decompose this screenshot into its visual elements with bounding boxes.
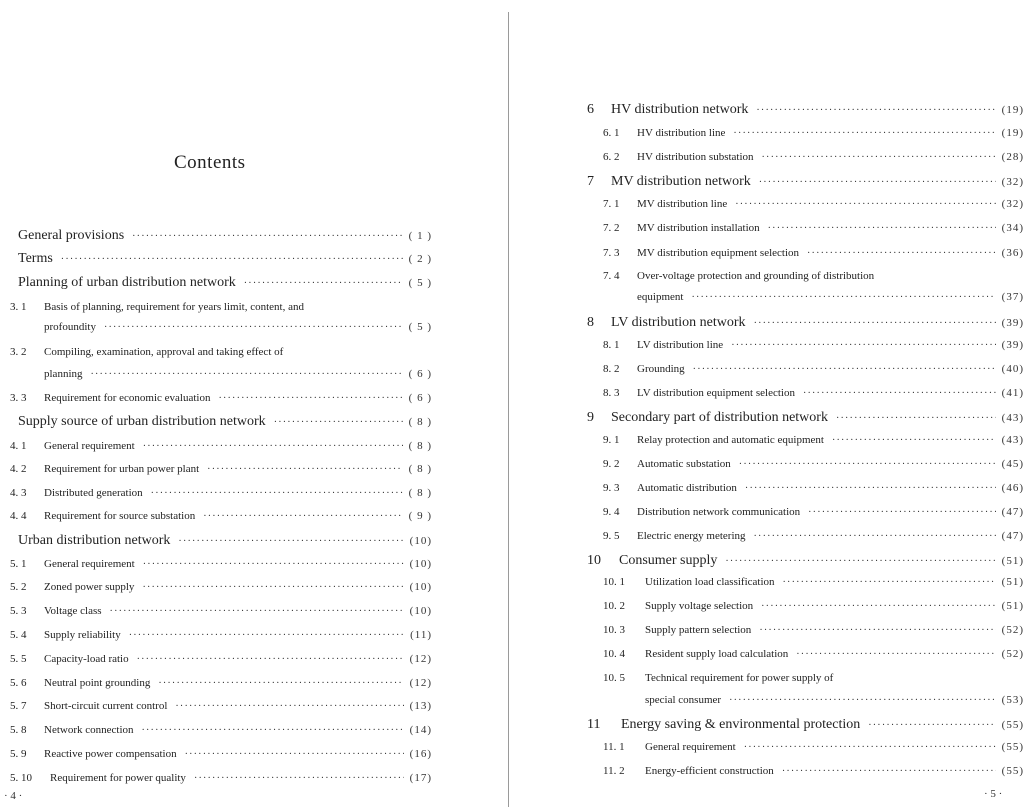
- toc-entry-page: (14): [409, 724, 432, 736]
- toc-entry-page: ( 6 ): [408, 368, 432, 380]
- toc-entry-mv-distribution-network: [587, 174, 1024, 190]
- toc-entry-supply-voltage-selection: [603, 600, 1024, 612]
- toc-entry-page: ( 8 ): [408, 487, 432, 499]
- toc-entry-urban-distribution-network: [18, 533, 432, 549]
- toc-entry-number: 5. 9: [10, 748, 27, 760]
- toc-entry-title: MV distribution network: [611, 174, 751, 189]
- toc-entry-title: Compiling, examination, approval and taking effect of: [44, 346, 284, 358]
- toc-entry-number: 5. 2: [10, 581, 27, 593]
- toc-entry-page: (53): [1001, 694, 1024, 706]
- dot-leader: [731, 340, 995, 351]
- toc-entry-mv-distribution-installation: [603, 222, 1024, 234]
- toc-entry-reactive-power-compensation: [10, 748, 432, 760]
- toc-entry-page: ( 2 ): [408, 253, 432, 265]
- toc-entry-page: (51): [1001, 600, 1024, 612]
- toc-entry-title: Supply reliability: [44, 629, 121, 641]
- toc-entry-number: 7. 2: [603, 222, 620, 234]
- dot-leader: [203, 511, 402, 522]
- toc-entry-page: (12): [409, 677, 432, 689]
- dot-leader: [91, 369, 403, 380]
- toc-entry-title: Energy-efficient construction: [645, 765, 774, 777]
- toc-entry-distribution-network-communication: [603, 506, 1024, 518]
- toc-entry-mv-distribution-line: [603, 198, 1024, 210]
- toc-entry-page: (52): [1001, 648, 1024, 660]
- toc-entry-page: (34): [1001, 222, 1024, 234]
- dot-leader: [796, 649, 995, 660]
- toc-entry-number: 7. 1: [603, 198, 620, 210]
- toc-entry-relay-protection-and-automatic-equipment: [603, 434, 1024, 446]
- toc-entry-title: MV distribution installation: [637, 222, 760, 234]
- toc-entry-page: ( 8 ): [408, 463, 432, 475]
- toc-entry-number: 4. 2: [10, 463, 27, 475]
- toc-entry-title: Planning of urban distribution network: [18, 275, 236, 290]
- toc-entry-page: (47): [1001, 506, 1024, 518]
- toc-entry-over-voltage-protection-and-grounding-of-distribution: [603, 270, 882, 282]
- dot-leader: [158, 678, 403, 689]
- toc-entry-page: (32): [1001, 176, 1024, 188]
- toc-entry-number: 3. 2: [10, 346, 27, 358]
- toc-entry-supply-pattern-selection: [603, 624, 1024, 636]
- toc-entry-page: (19): [1001, 104, 1024, 116]
- page-number-left: · 4 ·: [4, 790, 23, 802]
- dot-leader: [832, 435, 996, 446]
- toc-entry-number: 5. 7: [10, 700, 27, 712]
- toc-entry-page: (46): [1001, 482, 1024, 494]
- toc-entry-title: HV distribution line: [637, 127, 726, 139]
- dot-leader: [110, 606, 404, 617]
- toc-entry-title: Technical requirement for power supply of: [645, 672, 834, 684]
- dot-leader: [729, 695, 996, 706]
- toc-entry-number: 8. 1: [603, 339, 620, 351]
- toc-entry-general-provisions: [18, 228, 432, 244]
- toc-entry-page: (51): [1001, 576, 1024, 588]
- toc-entry-page: (51): [1001, 555, 1024, 567]
- dot-leader: [783, 577, 996, 588]
- toc-entry-number: 6: [587, 102, 594, 117]
- toc-entry-number: 10: [587, 553, 601, 568]
- toc-entry-page: ( 5 ): [408, 321, 432, 333]
- toc-entry-title: HV distribution substation: [637, 151, 754, 163]
- toc-entry-resident-supply-load-calculation: [603, 648, 1024, 660]
- toc-entry-energy-efficient-construction: [603, 765, 1024, 777]
- dot-leader: [178, 536, 403, 547]
- toc-entry-requirement-for-economic-evaluation: [10, 392, 432, 404]
- toc-entry-page: ( 8 ): [408, 416, 432, 428]
- toc-entry-number: 5. 6: [10, 677, 27, 689]
- dot-leader: [761, 601, 996, 612]
- toc-entry-title: Automatic distribution: [637, 482, 737, 494]
- toc-entry-requirement-for-power-quality: [10, 772, 432, 784]
- dot-leader: [782, 766, 996, 777]
- toc-entry-page: (55): [1001, 719, 1024, 731]
- toc-entry-general-requirement: [603, 741, 1024, 753]
- toc-entry-title: LV distribution line: [637, 339, 724, 351]
- dot-leader: [129, 630, 404, 641]
- toc-entry-title: planning: [44, 368, 83, 380]
- toc-entry-number: 4. 4: [10, 510, 27, 522]
- toc-entry-consumer-supply: [587, 553, 1024, 569]
- toc-entry-number: 9. 1: [603, 434, 620, 446]
- toc-entry-title: Requirement for power quality: [50, 772, 186, 784]
- toc-entry-number: 11. 1: [603, 741, 625, 753]
- toc-entry-automatic-substation: [603, 458, 1024, 470]
- toc-entry-page: (10): [409, 581, 432, 593]
- toc-entry-title: Capacity-load ratio: [44, 653, 129, 665]
- toc-entry-technical-requirement-for-power-supply-of: [603, 672, 841, 684]
- toc-entry-title: Supply source of urban distribution network: [18, 414, 266, 429]
- toc-entry-page: (55): [1001, 765, 1024, 777]
- toc-entry-title: Neutral point grounding: [44, 677, 151, 689]
- toc-entry-title: Grounding: [637, 363, 685, 375]
- toc-entry-title: Relay protection and automatic equipment: [637, 434, 824, 446]
- toc-entry-number: 5. 5: [10, 653, 27, 665]
- toc-entry-automatic-distribution: [603, 482, 1024, 494]
- toc-entry-title: Requirement for urban power plant: [44, 463, 200, 475]
- dot-leader: [754, 318, 996, 329]
- toc-entry-page: (47): [1001, 530, 1024, 542]
- toc-entry-page: (13): [409, 700, 432, 712]
- toc-entry-general-requirement: [10, 558, 432, 570]
- toc-entry-supply-reliability: [10, 629, 432, 641]
- toc-entry-planning: [44, 368, 432, 380]
- toc-entry-title: MV distribution equipment selection: [637, 247, 800, 259]
- toc-entry-terms: [18, 251, 432, 267]
- toc-entry-title: HV distribution network: [611, 102, 749, 117]
- toc-entry-title: Automatic substation: [637, 458, 731, 470]
- toc-entry-title: MV distribution line: [637, 198, 728, 210]
- toc-entry-page: (52): [1001, 624, 1024, 636]
- toc-entry-number: 10. 1: [603, 576, 625, 588]
- toc-entry-special-consumer: [645, 694, 1024, 706]
- toc-entry-number: 6. 1: [603, 127, 620, 139]
- toc-entry-page: ( 1 ): [408, 230, 432, 242]
- toc-entry-title: General requirement: [645, 741, 736, 753]
- toc-entry-title: LV distribution equipment selection: [637, 387, 795, 399]
- toc-entry-page: (43): [1001, 434, 1024, 446]
- toc-entry-title: Basis of planning, requirement for years limit, content, and: [44, 301, 304, 313]
- toc-entry-page: (39): [1001, 339, 1024, 351]
- toc-entry-title: Voltage class: [44, 605, 102, 617]
- right-page: [512, 0, 1035, 807]
- toc-entry-page: ( 9 ): [408, 510, 432, 522]
- toc-entry-secondary-part-of-distribution-network: [587, 410, 1024, 426]
- toc-entry-title: profoundity: [44, 321, 96, 333]
- toc-entry-hv-distribution-line: [603, 127, 1024, 139]
- dot-leader: [185, 749, 404, 760]
- toc-entry-number: 5. 4: [10, 629, 27, 641]
- toc-entry-page: (37): [1001, 291, 1024, 303]
- toc-entry-title: Consumer supply: [619, 553, 718, 568]
- toc-entry-page: (41): [1001, 387, 1024, 399]
- toc-entry-title: LV distribution network: [611, 315, 746, 330]
- toc-entry-page: (10): [409, 535, 432, 547]
- toc-entry-page: (16): [409, 748, 432, 760]
- left-page: [0, 0, 500, 807]
- toc-entry-page: (12): [409, 653, 432, 665]
- toc-entry-planning-of-urban-distribution-network: [18, 275, 432, 291]
- toc-entry-distributed-generation: [10, 487, 432, 499]
- toc-entry-title: Energy saving & environmental protection: [621, 717, 861, 732]
- toc-entry-title: Utilization load classification: [645, 576, 775, 588]
- dot-leader: [759, 177, 996, 188]
- toc-entry-title: equipment: [637, 291, 684, 303]
- toc-entry-title: Resident supply load calculation: [645, 648, 789, 660]
- toc-entry-number: 4. 1: [10, 440, 27, 452]
- dot-leader: [691, 292, 995, 303]
- toc-entry-number: 10. 4: [603, 648, 625, 660]
- toc-entry-number: 9: [587, 410, 594, 425]
- toc-entry-profoundity: [44, 321, 432, 333]
- dot-leader: [207, 464, 403, 475]
- toc-entry-number: 10. 3: [603, 624, 625, 636]
- toc-entry-number: 5. 10: [10, 772, 32, 784]
- toc-entry-number: 9. 2: [603, 458, 620, 470]
- dot-leader: [175, 701, 403, 712]
- toc-entry-energy-saving-environmental-protection: [587, 717, 1024, 733]
- dot-leader: [142, 725, 404, 736]
- dot-leader: [739, 459, 996, 470]
- toc-entry-page: (32): [1001, 198, 1024, 210]
- toc-entry-lv-distribution-line: [603, 339, 1024, 351]
- toc-entry-number: 7. 4: [603, 270, 620, 282]
- toc-entry-page: (28): [1001, 151, 1024, 163]
- toc-entry-supply-source-of-urban-distribution-network: [18, 414, 432, 430]
- toc-entry-lv-distribution-network: [587, 315, 1024, 331]
- toc-entry-title: Network connection: [44, 724, 134, 736]
- toc-entry-page: (43): [1001, 412, 1024, 424]
- dot-leader: [104, 322, 403, 333]
- toc-entry-page: ( 5 ): [408, 277, 432, 289]
- dot-leader: [836, 413, 996, 424]
- toc-entry-page: (10): [409, 558, 432, 570]
- toc-entry-general-requirement: [10, 440, 432, 452]
- toc-entry-neutral-point-grounding: [10, 677, 432, 689]
- toc-entry-page: (19): [1001, 127, 1024, 139]
- dot-leader: [733, 128, 995, 139]
- toc-entry-number: 3. 1: [10, 301, 27, 313]
- toc-entry-network-connection: [10, 724, 432, 736]
- toc-entry-number: 9. 5: [603, 530, 620, 542]
- dot-leader: [218, 393, 402, 404]
- toc-entry-number: 8. 3: [603, 387, 620, 399]
- dot-leader: [61, 254, 403, 265]
- dot-leader: [759, 625, 995, 636]
- toc-entry-basis-of-planning-requirement-for-years-limit-content-and: [10, 301, 312, 313]
- toc-entry-compiling-examination-approval-and-taking-effect-of: [10, 346, 291, 358]
- toc-entry-title: Reactive power compensation: [44, 748, 177, 760]
- toc-entry-electric-energy-metering: [603, 530, 1024, 542]
- toc-entry-page: ( 6 ): [408, 392, 432, 404]
- dot-leader: [143, 441, 403, 452]
- toc-entry-title: General provisions: [18, 228, 125, 243]
- toc-entry-number: 11: [587, 717, 601, 732]
- page-number-right: · 5 ·: [984, 788, 1003, 800]
- toc-entry-title: Terms: [18, 251, 53, 266]
- toc-entry-page: (36): [1001, 247, 1024, 259]
- dot-leader: [143, 559, 404, 570]
- toc-entry-number: 7: [587, 174, 594, 189]
- page-gutter: [508, 12, 509, 807]
- dot-leader: [868, 720, 995, 731]
- toc-entry-number: 8: [587, 315, 594, 330]
- toc-entry-number: 6. 2: [603, 151, 620, 163]
- toc-entry-hv-distribution-substation: [603, 151, 1024, 163]
- dot-leader: [808, 507, 996, 518]
- dot-leader: [132, 231, 403, 242]
- dot-leader: [744, 742, 996, 753]
- dot-leader: [756, 105, 995, 116]
- toc-entry-number: 8. 2: [603, 363, 620, 375]
- toc-entry-requirement-for-source-substation: [10, 510, 432, 522]
- toc-entry-page: ( 8 ): [408, 440, 432, 452]
- dot-leader: [274, 417, 403, 428]
- toc-entry-number: 5. 1: [10, 558, 27, 570]
- toc-entry-title: Over-voltage protection and grounding of distribution: [637, 270, 875, 282]
- dot-leader: [244, 278, 403, 289]
- toc-entry-number: 10. 5: [603, 672, 625, 684]
- dot-leader: [745, 483, 996, 494]
- dot-leader: [725, 556, 995, 567]
- toc-entry-title: Distribution network communication: [637, 506, 801, 518]
- toc-entry-number: 3. 3: [10, 392, 27, 404]
- dot-leader: [735, 199, 995, 210]
- toc-entry-page: (40): [1001, 363, 1024, 375]
- toc-entry-title: General requirement: [44, 558, 135, 570]
- toc-entry-title: Secondary part of distribution network: [611, 410, 828, 425]
- toc-entry-lv-distribution-equipment-selection: [603, 387, 1024, 399]
- toc-entry-capacity-load-ratio: [10, 653, 432, 665]
- toc-entry-page: (55): [1001, 741, 1024, 753]
- dot-leader: [762, 152, 996, 163]
- toc-entry-number: 5. 3: [10, 605, 27, 617]
- toc-entry-number: 11. 2: [603, 765, 625, 777]
- dot-leader: [807, 248, 996, 259]
- dot-leader: [768, 223, 996, 234]
- dot-leader: [142, 582, 403, 593]
- toc-entry-title: Electric energy metering: [637, 530, 746, 542]
- toc-entry-title: Requirement for economic evaluation: [44, 392, 211, 404]
- dot-leader: [137, 654, 404, 665]
- toc-entry-page: (11): [410, 629, 432, 641]
- toc-entry-grounding: [603, 363, 1024, 375]
- toc-entry-utilization-load-classification: [603, 576, 1024, 588]
- toc-entry-title: Urban distribution network: [18, 533, 171, 548]
- dot-leader: [754, 531, 996, 542]
- toc-entry-equipment: [637, 291, 1024, 303]
- toc-entry-page: (39): [1001, 317, 1024, 329]
- toc-entry-number: 9. 4: [603, 506, 620, 518]
- toc-entry-page: (10): [409, 605, 432, 617]
- toc-entry-title: Supply pattern selection: [645, 624, 752, 636]
- dot-leader: [803, 388, 996, 399]
- toc-entry-number: 9. 3: [603, 482, 620, 494]
- toc-entry-title: Distributed generation: [44, 487, 143, 499]
- toc-entry-voltage-class: [10, 605, 432, 617]
- dot-leader: [151, 488, 403, 499]
- toc-entry-title: Short-circuit current control: [44, 700, 168, 712]
- toc-entry-title: General requirement: [44, 440, 135, 452]
- toc-entry-title: Supply voltage selection: [645, 600, 754, 612]
- toc-entry-hv-distribution-network: [587, 102, 1024, 118]
- toc-entry-title: special consumer: [645, 694, 722, 706]
- dot-leader: [693, 364, 996, 375]
- toc-entry-zoned-power-supply: [10, 581, 432, 593]
- toc-entry-short-circuit-current-control: [10, 700, 432, 712]
- contents-heading: Contents: [174, 152, 246, 173]
- toc-entry-title: Zoned power supply: [44, 581, 135, 593]
- dot-leader: [194, 773, 404, 784]
- toc-entry-title: Requirement for source substation: [44, 510, 196, 522]
- toc-entry-number: 7. 3: [603, 247, 620, 259]
- toc-entry-number: 4. 3: [10, 487, 27, 499]
- toc-entry-mv-distribution-equipment-selection: [603, 247, 1024, 259]
- toc-entry-number: 5. 8: [10, 724, 27, 736]
- toc-entry-requirement-for-urban-power-plant: [10, 463, 432, 475]
- toc-entry-page: (45): [1001, 458, 1024, 470]
- toc-entry-page: (17): [409, 772, 432, 784]
- toc-entry-number: 10. 2: [603, 600, 625, 612]
